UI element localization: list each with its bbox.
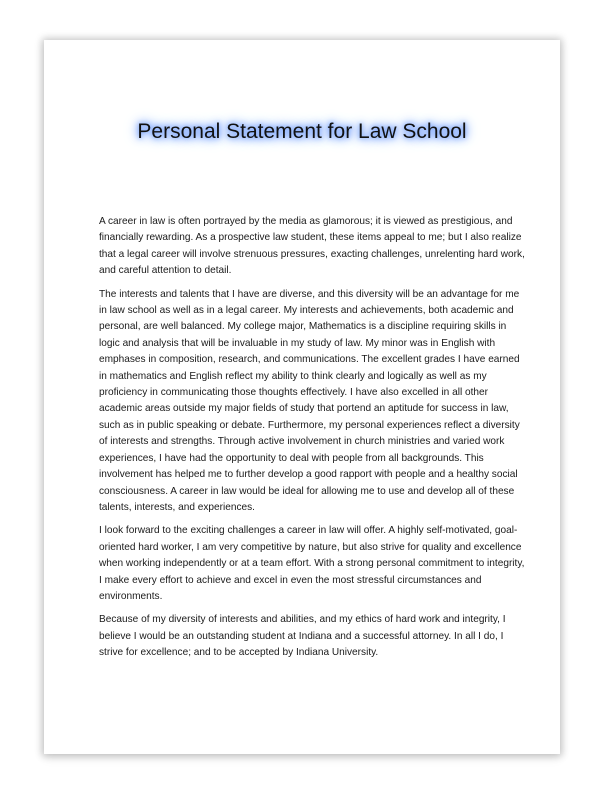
paragraph-4: Because of my diversity of interests and abilities, and my ethics of hard work and integrity, I believe I would be an outstanding student at Indiana and a successful attorney. In all I do, I strive for excellence; and to be accepted by Indiana University.: [99, 614, 506, 659]
document-title: Personal Statement for Law School: [137, 120, 467, 143]
paragraph-3: I look forward to the exciting challenges a career in law will offer. A highly self-motivated, goal-oriented hard worker, I am very competitive by nature, but also strive for quality and excellence when working independently or at a team effort. With a strong personal commitment to integrity, I make every effort to achieve and excel in even the most stressful circumstances and environments.: [99, 525, 525, 602]
document-page: [44, 40, 560, 754]
paragraph-2: The interests and talents that I have are diverse, and this diversity will be an advantage for me in law school as well as in a legal career. My interests and achievements, both academic and personal, are well balanced. My college major, Mathematics is a discipline requiring skills in logic and analysis that will be invaluable in my study of law. My minor was in English with emphases in composition, research, and communications. The excellent grades I have earned in mathematics and English reflect my ability to think clearly and logically as well as my proficiency in communicating those thoughts effectively. I have also excelled in all other academic areas outside my major fields of study that portend an aptitude for success in law, such as in public speaking or debate. Furthermore, my personal experiences reflect a diversity of interests and strengths. Through active involvement in church ministries and varied work experiences, I have had the opportunity to deal with people from all backgrounds. This involvement has helped me to further develop a good rapport with people and a healthy social consciousness. A career in law would be ideal for allowing me to use and develop all of these talents, interests, and experiences.: [99, 288, 520, 513]
paragraph-1: A career in law is often portrayed by the media as glamorous; it is viewed as prestigious, and financially rewarding. As a prospective law student, these items appeal to me; but I also realize that a legal career will involve strenuous pressures, exacting challenges, unrelenting hard work, and careful attention to detail.: [99, 216, 525, 277]
document-body: [99, 214, 527, 669]
